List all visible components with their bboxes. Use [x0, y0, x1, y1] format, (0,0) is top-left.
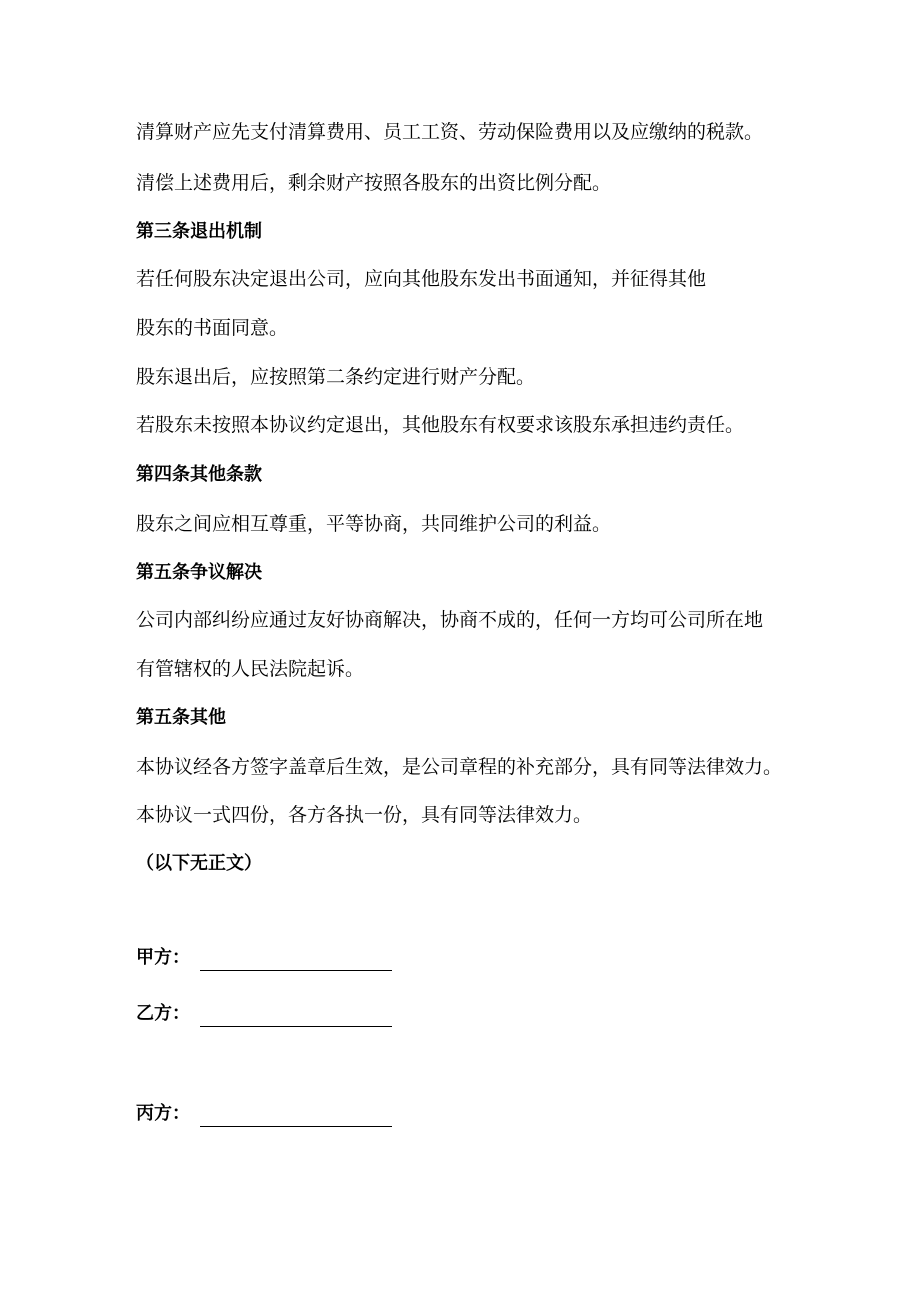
clause-text-exit-distribution: 股东退出后，应按照第二条约定进行财产分配。	[136, 366, 536, 388]
clause-text-mutual-respect: 股东之间应相互尊重，平等协商，共同维护公司的利益。	[136, 513, 612, 535]
signature-line-party-a	[200, 950, 392, 971]
signature-row-party-c	[136, 1101, 392, 1127]
no-further-text-note: （以下无正文）	[136, 853, 262, 874]
signature-row-party-a	[136, 945, 392, 971]
signature-row-party-b	[136, 1001, 392, 1027]
signature-label-party-a: 甲方：	[136, 947, 190, 968]
signature-label-party-b: 乙方：	[136, 1003, 190, 1024]
article-3-heading: 第三条退出机制	[136, 221, 262, 242]
clause-text-dispute-court: 有管辖权的人民法院起诉。	[136, 658, 365, 680]
article-4-heading: 第四条其他条款	[136, 464, 262, 485]
clause-text-exit-consent: 股东的书面同意。	[136, 317, 289, 339]
clause-text-exit-notice: 若任何股东决定退出公司，应向其他股东发出书面通知，并征得其他	[136, 268, 707, 290]
clause-text-copies: 本协议一式四份，各方各执一份，具有同等法律效力。	[136, 804, 593, 826]
clause-text-liquidation-costs: 清算财产应先支付清算费用、员工工资、劳动保险费用以及应缴纳的税款。	[136, 121, 764, 143]
clause-text-dispute-resolution: 公司内部纠纷应通过友好协商解决，协商不成的，任何一方均可公司所在地	[136, 609, 764, 631]
clause-text-exit-liability: 若股东未按照本协议约定退出，其他股东有权要求该股东承担违约责任。	[136, 414, 745, 436]
signature-line-party-b	[200, 1006, 392, 1027]
signature-line-party-c	[200, 1106, 392, 1127]
clause-text-effectiveness: 本协议经各方签字盖章后生效，是公司章程的补充部分，具有同等法律效力。	[136, 756, 783, 778]
signature-label-party-c: 丙方：	[136, 1103, 190, 1124]
article-5-dispute-heading: 第五条争议解决	[136, 562, 262, 583]
clause-text-remaining-assets: 清偿上述费用后，剩余财产按照各股东的出资比例分配。	[136, 172, 612, 194]
article-5-other-heading: 第五条其他	[136, 707, 226, 728]
